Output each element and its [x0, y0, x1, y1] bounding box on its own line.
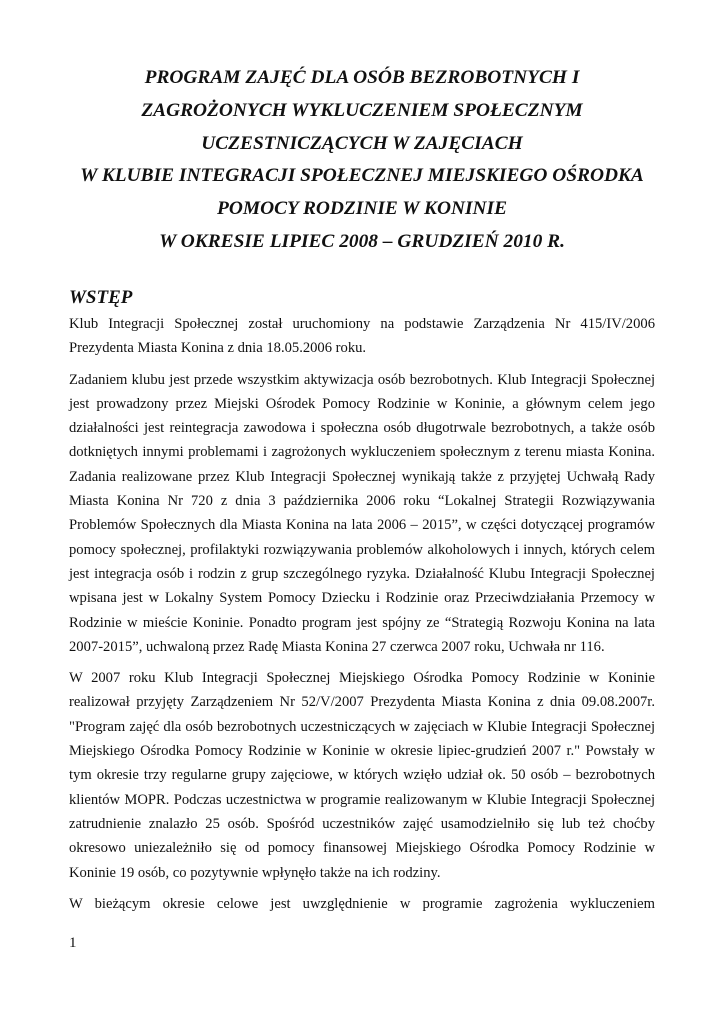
text-line: Rodzinie w mieście Koninie. Ponadto program jest spójny ze “Strategią Rozwoju Konina na lata [69, 614, 655, 631]
text-line: tym okresie trzy regularne grupy zajęciowe, w których wzięło udział ok. 50 osób – bezrobotnych [69, 767, 655, 784]
paragraph [69, 666, 655, 885]
section-heading: WSTĘP [69, 287, 133, 308]
text-line: jest integracja osób i rodzin z grup szczególnego ryzyka. Działalność Klubu Integracji Społecznej [69, 565, 655, 582]
text-line: Prezydenta Miasta Konina z dnia 18.05.2006 roku. [69, 340, 367, 357]
text-line: dotkniętych innymi problemami i zagrożonych wykluczeniem społecznym z terenu miasta Konina. [69, 444, 655, 461]
paragraph [69, 368, 655, 660]
text-line: klientów MOPR. Podczas uczestnictwa w programie realizowanym w Klubie Integracji Społecznej [69, 791, 655, 808]
text-line: "Program zajęć dla osób bezrobotnych uczestniczących w zajęciach w Klubie Integracji Społecznej [69, 718, 655, 735]
text-line: wpisana jest w Lokalny System Pomocy Dziecku i Rodzinie oraz Przeciwdziałania Przemocy w [69, 590, 655, 607]
paragraph [69, 312, 655, 361]
text-line: W 2007 roku Klub Integracji Społecznej Miejskiego Ośrodka Pomocy Rodzinie w Koninie [69, 670, 655, 687]
document-title [40, 62, 684, 259]
title-line: PROGRAM ZAJĘĆ DLA OSÓB BEZROBOTNYCH I [144, 67, 580, 88]
text-line: W bieżącym okresie celowe jest uwzględnienie w programie zagrożenia wykluczeniem [69, 895, 655, 912]
text-line: okresowo uniezależniło się od pomocy finansowej Miejskiego Ośrodka Pomocy Rodzinie w [69, 840, 655, 857]
text-line: Klub Integracji Społecznej został uruchomiony na podstawie Zarządzenia Nr 415/IV/2006 [69, 316, 655, 332]
text-line: Problemów Społecznych dla Miasta Konina na lata 2006 – 2015”, w części dotyczącej programów [69, 517, 655, 534]
text-line: jest prowadzony przez Miejski Ośrodek Pomocy Rodzinie w Koninie, a głównym celem jego [69, 395, 655, 412]
title-line: W OKRESIE LIPIEC 2008 – GRUDZIEŃ 2010 R. [159, 230, 565, 252]
title-line: W KLUBIE INTEGRACJI SPOŁECZNEJ MIEJSKIEGO OŚRODKA [80, 165, 644, 187]
page-number: 1 [69, 935, 77, 951]
body-text [69, 312, 655, 923]
text-line: Zadaniem klubu jest przede wszystkim aktywizacja osób bezrobotnych. Klub Integracji Społecznej [69, 371, 655, 388]
text-line: Miasta Konina Nr 720 z dnia 3 października 2006 roku “Lokalnej Strategii Rozwiązywania [69, 493, 655, 510]
text-line: realizował przyjęty Zarządzeniem Nr 52/V/2007 Prezydenta Miasta Konina z dnia 09.08.2007r. [69, 694, 655, 711]
title-line: UCZESTNICZĄCYCH W ZAJĘCIACH [201, 132, 523, 154]
paragraph [69, 892, 655, 916]
title-line: POMOCY RODZINIE W KONINIE [216, 198, 508, 220]
text-line: działalności jest reintegracja zawodowa i społeczna osób długotrwale bezrobotnych, a także osób [69, 420, 655, 437]
text-line: Zadania realizowane przez Klub Integracji Społecznej wynikają także z przyjętej Uchwałą Rady [69, 468, 655, 485]
title-line: ZAGROŻONYCH WYKLUCZENIEM SPOŁECZNYM [141, 99, 583, 121]
text-line: 2007-2015”, uchwaloną przez Radę Miasta Konina 27 czerwca 2007 roku, Uchwała nr 116. [69, 638, 605, 655]
text-line: zatrudnienie znalazło 25 osób. Spośród uczestników zajęć usamodzielniło się lub też choćby [69, 815, 655, 832]
text-line: pomocy społecznej, profilaktyki rozwiązywania problemów alkoholowych i innych, których celem [69, 541, 655, 558]
text-line: Koninie 19 osób, co pozytywnie wpłynęło także na ich rodziny. [69, 864, 441, 881]
text-line: Miejskiego Ośrodka Pomocy Rodzinie w Koninie w okresie lipiec-grudzień 2007 r." Powstały w [69, 743, 655, 760]
